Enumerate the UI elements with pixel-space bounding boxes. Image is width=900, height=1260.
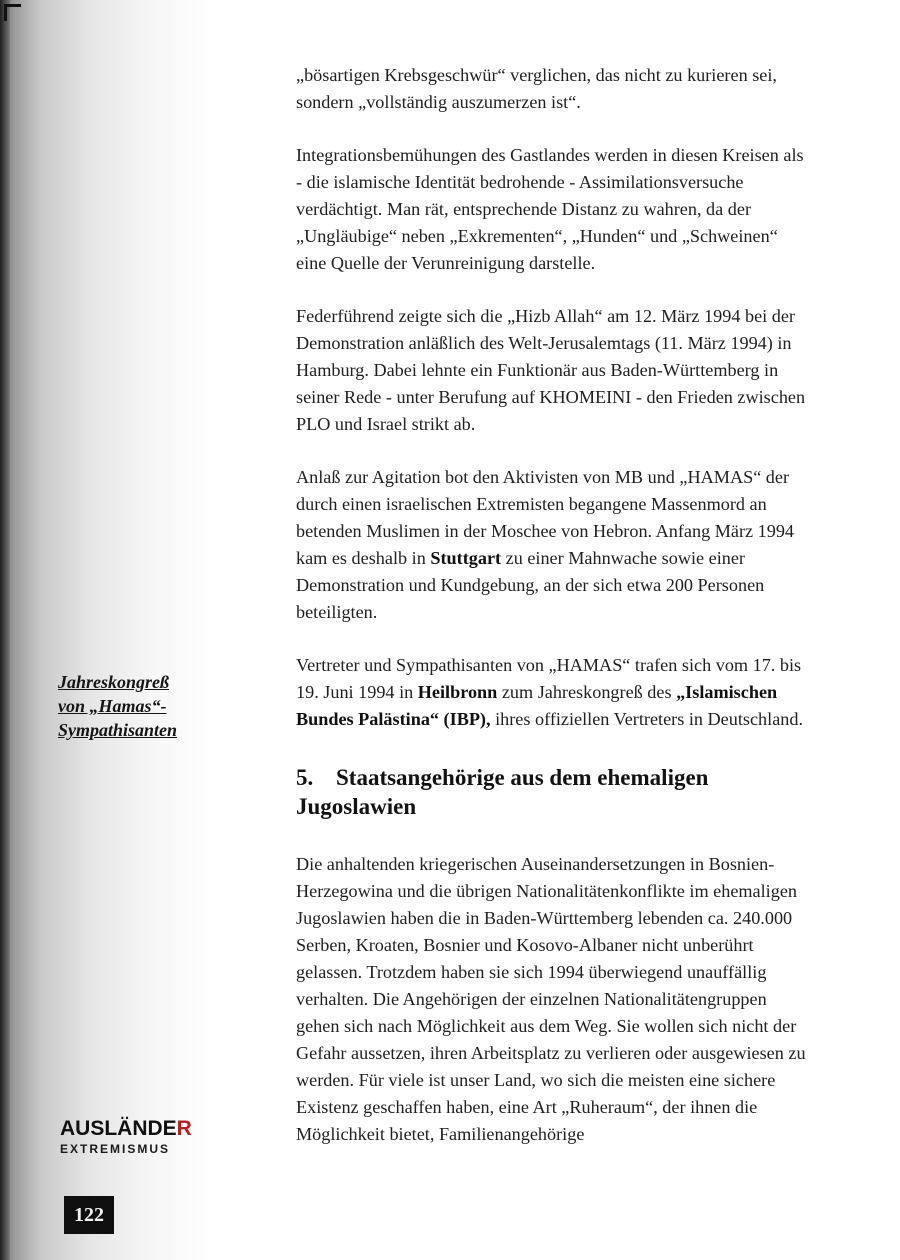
margin-note-line-3: Sympathisanten — [58, 720, 178, 740]
page-number: 122 — [64, 1196, 114, 1234]
paragraph-4-text-a: Anlaß zur Agitation bot den Aktivisten von MB und „HAMAS“ der durch einen israelischen Extremisten begangene Massenmord an betenden Muslimen in der Moschee von Hebron. Anfang März 1994 kam es deshalb in — [296, 467, 795, 568]
margin-note-line-2: von „Hamas“- — [58, 696, 167, 716]
margin-note-line-1: Jahreskongreß — [58, 672, 170, 692]
paragraph-4-text-b: zu einer Mahnwache sowie einer Demonstration und Kundgebung, an der sich etwa 200 Personen beteiligten. — [296, 548, 765, 622]
logo-word-accent: R — [176, 1117, 192, 1140]
page-margin-band — [0, 0, 232, 1260]
paragraph-3: Federführend zeigte sich die „Hizb Allah“ am 12. März 1994 bei der Demonstration anläßlich des Welt-Jerusalemtags (11. März 1994) in Hamburg. Dabei lehnte ein Funktionär aus Baden-Württemberg in seiner Rede - unter Berufung auf KHOMEINI - den Frieden zwischen PLO und Israel strikt ab. — [296, 306, 806, 434]
corner-mark — [4, 4, 21, 21]
paragraph-1: „bösartigen Krebsgeschwür“ verglichen, das nicht zu kurieren sei, sondern „vollständig auszumerzen ist“. — [296, 65, 777, 112]
paragraph-5-text-a: Vertreter und Sympathisanten von „HAMAS“ trafen sich vom 17. bis 19. Juni 1994 in — [296, 655, 802, 702]
place-stuttgart: Stuttgart — [430, 548, 502, 568]
logo-subtitle: EXTREMISMUS — [60, 1142, 171, 1156]
section-heading — [296, 763, 808, 821]
section-title: Staatsangehörige aus dem ehemaligen Jugoslawien — [296, 765, 709, 819]
auslaender-extremismus-logo — [60, 1117, 192, 1158]
logo-word-main: AUSLÄNDE — [60, 1117, 177, 1140]
main-text — [296, 62, 808, 1148]
paragraph-6: Die anhaltenden kriegerischen Auseinandersetzungen in Bosnien-Herzegowina und die übrigen Nationalitätenkonflikte im ehemaligen Jugoslawien haben die in Baden-Württemberg lebenden ca. 240.000 Serben, Kroaten, Bosnier und Kosovo-Albaner nicht unberührt gelassen. Trotzdem haben sie sich 1994 überwiegend unauffällig verhalten. Die Angehörigen der einzelnen Nationalitätengruppen gehen sich nach Möglichkeit aus dem Weg. Sie wollen sich nicht der Gefahr aussetzen, ihren Arbeitsplatz zu verlieren oder ausgewiesen zu werden. Für viele ist unser Land, wo sich die meisten eine sichere Existenz geschaffen haben, eine Art „Ruheraum“, der ihnen die Möglichkeit bietet, Familienangehörige — [296, 854, 806, 1144]
margin-note — [58, 670, 228, 742]
paragraph-2: Integrationsbemühungen des Gastlandes werden in diesen Kreisen als - die islamische Identität bedrohende - Assimilationsversuche verdächtigt. Man rät, entsprechende Distanz zu wahren, da der „Ungläubige“ neben „Exkrementen“, „Hunden“ und „Schweinen“ eine Quelle der Verunreinigung darstelle. — [296, 145, 804, 273]
organization-ibp: „Islamischen Bundes Palästina“ (IBP), — [296, 682, 778, 729]
paragraph-5-text-b: zum Jahreskongreß des — [497, 682, 677, 702]
section-number: 5. — [296, 765, 314, 790]
place-heilbronn: Heilbronn — [417, 682, 498, 702]
paragraph-4 — [296, 464, 808, 626]
scan-edge — [0, 0, 10, 1260]
logo-word — [60, 1117, 192, 1140]
paragraph-5 — [296, 652, 808, 733]
paragraph-5-text-c: ihres offiziellen Vertreters in Deutschland. — [490, 709, 804, 729]
